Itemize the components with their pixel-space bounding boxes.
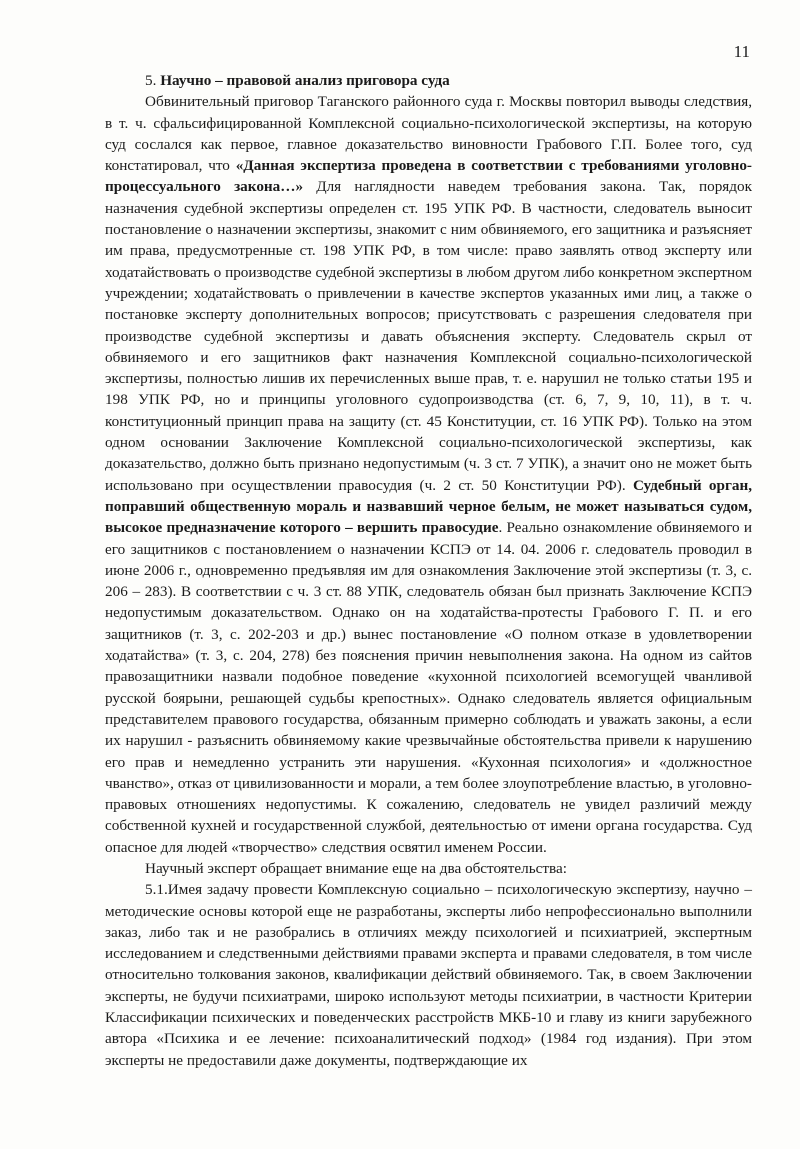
bold-statement: Судебный орган, поправший общественную мораль и назвавший черное белым, не может называться судом, высокое предназначение которого – вершить правосудие	[105, 476, 752, 537]
section-title: Научно – правовой анализ приговора суда	[160, 72, 450, 89]
page-number: 11	[733, 42, 750, 61]
section-heading	[105, 70, 752, 91]
document-body	[105, 70, 752, 1071]
paragraph-verdict-analysis	[105, 91, 752, 858]
paragraph-text: Для наглядности наведем требования закона. Так, порядок назначения судебной экспертизы определен ст. 195 УПК РФ. В частности, следователь выносит постановление о назначении экспертизы, знакомит с ним обвиняемого, его защитника и разъясняет им права, предусмотренные ст. 198 УПК РФ, в том числе: право заявлять отвод эксперту или ходатайствовать о производстве судебной экспертизы в любом другом либо конкретном экспертном учреждении; ходатайствовать о привлечении в качестве экспертов указанных ими лиц, а также о постановке эксперту дополнительных вопросов; присутствовать с разрешения следователя при производстве судебной экспертизы и давать объяснения эксперту. Следователь скрыл от обвиняемого и его защитников факт назначения Комплексной социально-психологической экспертизы, полностью лишив их перечисленных выше прав, т. е. нарушил не только статьи 195 и 198 УПК РФ, но и принципы уголовного судопроизводства (ст. 6, 7, 9, 10, 11), в т. ч. конституционный принцип права на защиту (ст. 45 Конституции, ст. 16 УПК РФ). Только на этом одном основании Заключение Комплексной социально-психологической экспертизы, как доказательство, должно быть признано недопустимым (ч. 3 ст. 7 УПК), а значит оно не может быть использовано при осуществлении правосудия (ч. 2 ст. 50 Конституции РФ).	[105, 178, 752, 494]
paragraph-two-circumstances: Научный эксперт обращает внимание еще на два обстоятельства:	[145, 859, 567, 877]
section-number: 5.	[145, 72, 157, 89]
paragraph-text: Обвинительный приговор Таганского районного суда г. Москвы повторил выводы следствия, в т. ч. сфальсифицированной Комплексной социально-психологической экспертизы, на которую суд сослался как первое, главное доказательство виновности Грабового Г.П. Более того, суд констатировал, что	[105, 93, 752, 175]
paragraph-text: . Реально ознакомление обвиняемого и его защитников с постановлением о назначении КСПЭ от 14. 04. 2006 г. следователь проводил в июне 2006 г., одновременно предъявляя им для ознакомления Заключение этой экспертизы (т. 3, с. 206 – 283). В соответствии с ч. 3 ст. 88 УПК, следователь обязан был признать Заключение КСПЭ недопустимым доказательством. Однако он на ходатайства-протесты Грабового Г. П. и его защитников (т. 3, с. 202-203 и др.) вынес постановление «О полном отказе в удовлетворении ходатайства» (т. 3, с. 204, 278) без пояснения причин невыполнения закона. На одном из сайтов правозащитники назвали подобное поведение «кухонной психологией всемогущей чванливой русской боярыни, решающей судьбы крепостных». Однако следователь является официальным представителем правового государства, обязанным примерно соблюдать и уважать законы, а если их нарушил - разъяснить обвиняемому какие чрезвычайные обстоятельства привели к нарушению его прав и немедленно устранить эти нарушения. «Кухонная психология» и «должностное чванство», отказ от цивилизованности и морали, а тем более злоупотребление властью, в уголовно-правовых отношениях недопустимы. К сожалению, следователь не увидел различий между собственной кухней и государственной службой, деятельностью от имени органа государства. Суд опасное для людей «творчество» следствия освятил именем России.	[105, 519, 752, 856]
paragraph-5-1: 5.1.Имея задачу провести Комплексную социально – психологическую экспертизу, научно – методические основы которой еще не разработаны, эксперты либо непрофессионально выполнили заказ, либо так и не разобрались в отличиях между психологией и психиатрией, экспертным исследованием и следственными действиями правами эксперта и правами следователя, в том числе относительно толкования законов, квалификации действий обвиняемого. Так, в своем Заключении эксперты, не будучи психиатрами, широко используют методы психиатрии, в частности Критерии Классификации психических и поведенческих расстройств МКБ-10 и главу из книги зарубежного автора «Психика и ее лечение: психоаналитический подход» (1984 год издания). При этом эксперты не предоставили даже документы, подтверждающие их	[105, 881, 752, 1069]
bold-quote: «Данная экспертиза проведена в соответствии с требованиями уголовно-процессуального закона…»	[105, 157, 752, 196]
